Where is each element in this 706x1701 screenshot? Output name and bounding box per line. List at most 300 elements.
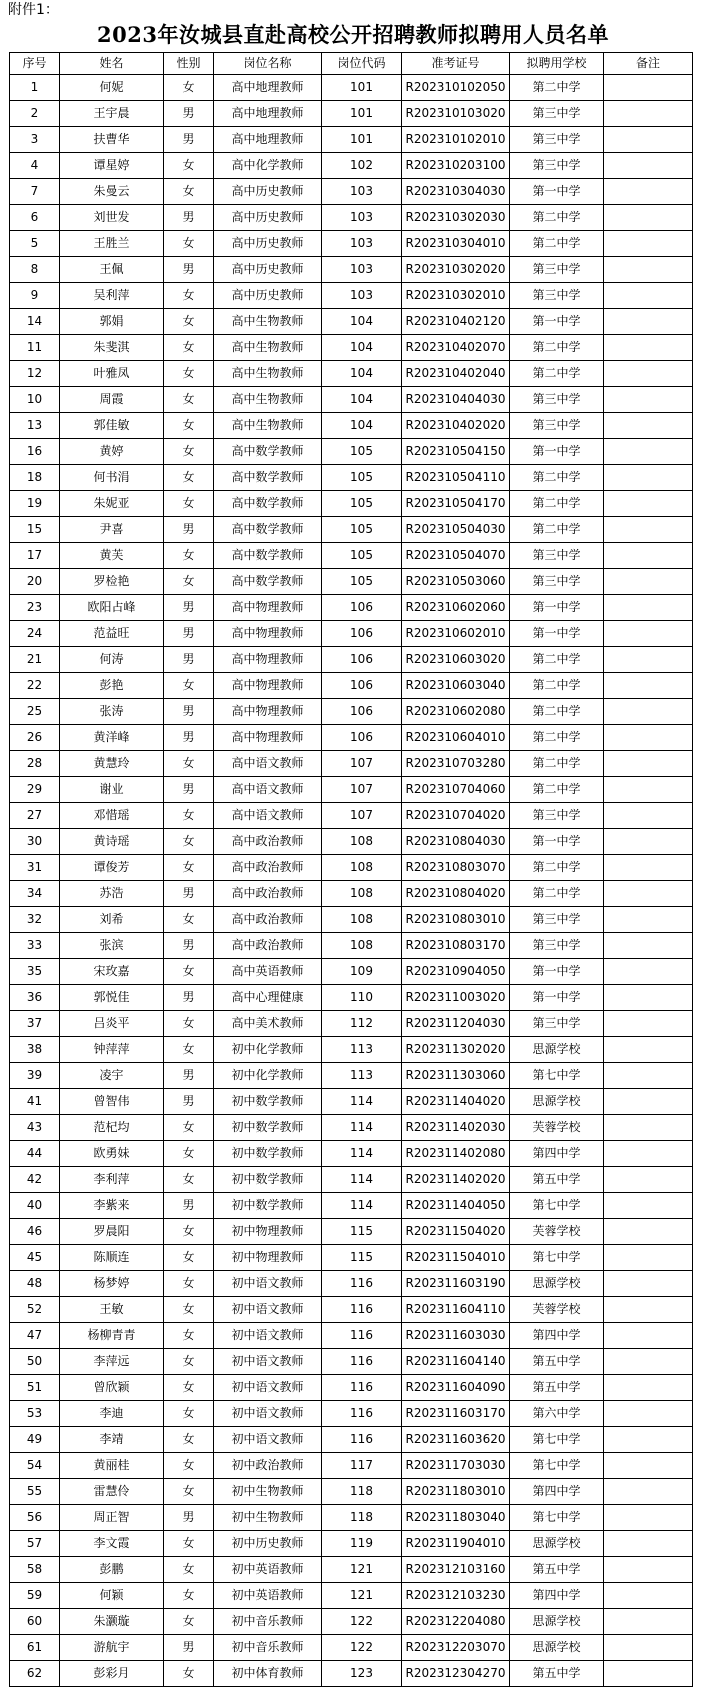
cell-name: 彭彩月: [60, 1661, 164, 1687]
cell-school: 第七中学: [510, 1453, 604, 1479]
cell-position-code: 106: [322, 699, 402, 725]
cell-position-name: 高中数学教师: [214, 569, 322, 595]
table-row: [10, 1167, 693, 1193]
cell-position-name: 高中政治教师: [214, 881, 322, 907]
cell-name: 钟萍萍: [60, 1037, 164, 1063]
cell-name: 曾智伟: [60, 1089, 164, 1115]
cell-exam-number: R202311803010: [402, 1479, 510, 1505]
cell-seq: 27: [10, 803, 60, 829]
cell-exam-number: R202311204030: [402, 1011, 510, 1037]
cell-exam-number: R202311603030: [402, 1323, 510, 1349]
cell-exam-number: R202310304010: [402, 231, 510, 257]
cell-school: 第一中学: [510, 309, 604, 335]
cell-exam-number: R202310402070: [402, 335, 510, 361]
cell-gender: 女: [164, 1141, 214, 1167]
cell-exam-number: R202310504030: [402, 517, 510, 543]
table-row: [10, 257, 693, 283]
page-title: 2023年汝城县直赴高校公开招聘教师拟聘用人员名单: [97, 22, 609, 47]
cell-exam-number: R202312304270: [402, 1661, 510, 1687]
cell-seq: 19: [10, 491, 60, 517]
cell-remarks: [604, 595, 693, 621]
cell-exam-number: R202310602010: [402, 621, 510, 647]
cell-position-name: 高中生物教师: [214, 387, 322, 413]
cell-position-code: 104: [322, 309, 402, 335]
cell-remarks: [604, 933, 693, 959]
cell-remarks: [604, 231, 693, 257]
cell-name: 谭俊芳: [60, 855, 164, 881]
cell-gender: 女: [164, 387, 214, 413]
cell-gender: 女: [164, 231, 214, 257]
cell-remarks: [604, 803, 693, 829]
cell-remarks: [604, 1661, 693, 1687]
cell-gender: 女: [164, 1115, 214, 1141]
cell-school: 第三中学: [510, 933, 604, 959]
table-row: [10, 335, 693, 361]
cell-seq: 34: [10, 881, 60, 907]
cell-position-name: 高中心理健康: [214, 985, 322, 1011]
cell-school: 第二中学: [510, 647, 604, 673]
cell-exam-number: R202311904010: [402, 1531, 510, 1557]
cell-position-name: 高中语文教师: [214, 803, 322, 829]
cell-gender: 女: [164, 1037, 214, 1063]
table-row: [10, 283, 693, 309]
cell-position-code: 106: [322, 621, 402, 647]
cell-exam-number: R202312203070: [402, 1635, 510, 1661]
cell-remarks: [604, 439, 693, 465]
cell-position-code: 114: [322, 1167, 402, 1193]
cell-name: 欧勇妹: [60, 1141, 164, 1167]
cell-seq: 42: [10, 1167, 60, 1193]
cell-seq: 54: [10, 1453, 60, 1479]
table-row: [10, 387, 693, 413]
cell-position-name: 初中物理教师: [214, 1219, 322, 1245]
cell-position-name: 高中地理教师: [214, 127, 322, 153]
cell-name: 何颖: [60, 1583, 164, 1609]
table-row: [10, 1349, 693, 1375]
cell-name: 李利萍: [60, 1167, 164, 1193]
cell-remarks: [604, 491, 693, 517]
table-row: [10, 1557, 693, 1583]
cell-gender: 女: [164, 413, 214, 439]
cell-gender: 女: [164, 907, 214, 933]
cell-remarks: [604, 1375, 693, 1401]
cell-gender: 女: [164, 1401, 214, 1427]
cell-position-name: 高中历史教师: [214, 205, 322, 231]
cell-position-code: 104: [322, 335, 402, 361]
cell-position-code: 114: [322, 1193, 402, 1219]
table-row: [10, 439, 693, 465]
cell-exam-number: R202311402020: [402, 1167, 510, 1193]
cell-position-name: 高中物理教师: [214, 595, 322, 621]
cell-gender: 男: [164, 647, 214, 673]
cell-name: 王宇晨: [60, 101, 164, 127]
cell-school: 思源学校: [510, 1089, 604, 1115]
cell-position-code: 105: [322, 543, 402, 569]
cell-exam-number: R202310102050: [402, 75, 510, 101]
cell-remarks: [604, 1531, 693, 1557]
cell-gender: 女: [164, 1557, 214, 1583]
cell-position-name: 高中政治教师: [214, 933, 322, 959]
cell-gender: 女: [164, 1609, 214, 1635]
cell-position-name: 初中语文教师: [214, 1427, 322, 1453]
cell-position-name: 初中体育教师: [214, 1661, 322, 1687]
cell-position-name: 高中生物教师: [214, 335, 322, 361]
cell-exam-number: R202311703030: [402, 1453, 510, 1479]
cell-seq: 36: [10, 985, 60, 1011]
cell-seq: 12: [10, 361, 60, 387]
cell-position-name: 高中地理教师: [214, 101, 322, 127]
cell-position-code: 106: [322, 595, 402, 621]
cell-exam-number: R202311402030: [402, 1115, 510, 1141]
cell-remarks: [604, 1297, 693, 1323]
cell-position-code: 106: [322, 647, 402, 673]
cell-exam-number: R202310704060: [402, 777, 510, 803]
cell-seq: 33: [10, 933, 60, 959]
cell-exam-number: R202310602060: [402, 595, 510, 621]
cell-remarks: [604, 725, 693, 751]
cell-gender: 女: [164, 309, 214, 335]
cell-position-code: 103: [322, 283, 402, 309]
cell-school: 第三中学: [510, 413, 604, 439]
cell-position-name: 初中数学教师: [214, 1193, 322, 1219]
cell-seq: 26: [10, 725, 60, 751]
cell-name: 范益旺: [60, 621, 164, 647]
cell-gender: 女: [164, 855, 214, 881]
cell-gender: 女: [164, 153, 214, 179]
cell-school: 第七中学: [510, 1193, 604, 1219]
cell-exam-number: R202311603190: [402, 1271, 510, 1297]
cell-position-name: 高中语文教师: [214, 777, 322, 803]
cell-remarks: [604, 699, 693, 725]
cell-name: 周霞: [60, 387, 164, 413]
cell-school: 芙蓉学校: [510, 1297, 604, 1323]
cell-remarks: [604, 855, 693, 881]
cell-position-code: 105: [322, 517, 402, 543]
cell-exam-number: R202310603020: [402, 647, 510, 673]
cell-name: 苏浩: [60, 881, 164, 907]
cell-school: 第一中学: [510, 621, 604, 647]
cell-position-code: 122: [322, 1635, 402, 1661]
cell-exam-number: R202310402120: [402, 309, 510, 335]
table-row: [10, 413, 693, 439]
cell-name: 黄慧玲: [60, 751, 164, 777]
cell-seq: 60: [10, 1609, 60, 1635]
cell-name: 扶曹华: [60, 127, 164, 153]
table-row: [10, 1115, 693, 1141]
cell-seq: 3: [10, 127, 60, 153]
cell-position-code: 116: [322, 1401, 402, 1427]
cell-exam-number: R202310203100: [402, 153, 510, 179]
cell-seq: 21: [10, 647, 60, 673]
cell-remarks: [604, 1401, 693, 1427]
cell-name: 杨柳青青: [60, 1323, 164, 1349]
cell-position-name: 高中历史教师: [214, 231, 322, 257]
table-row: [10, 673, 693, 699]
cell-position-name: 初中英语教师: [214, 1557, 322, 1583]
cell-position-name: 高中数学教师: [214, 465, 322, 491]
cell-school: 第一中学: [510, 959, 604, 985]
cell-exam-number: R202310804030: [402, 829, 510, 855]
cell-remarks: [604, 647, 693, 673]
cell-position-name: 初中语文教师: [214, 1349, 322, 1375]
cell-seq: 5: [10, 231, 60, 257]
cell-remarks: [604, 1349, 693, 1375]
table-body: [10, 75, 693, 1687]
cell-school: 第三中学: [510, 153, 604, 179]
cell-position-name: 初中政治教师: [214, 1453, 322, 1479]
cell-position-name: 高中数学教师: [214, 491, 322, 517]
cell-remarks: [604, 1219, 693, 1245]
cell-position-name: 初中语文教师: [214, 1323, 322, 1349]
cell-seq: 18: [10, 465, 60, 491]
cell-gender: 男: [164, 1505, 214, 1531]
cell-position-name: 高中生物教师: [214, 413, 322, 439]
cell-remarks: [604, 1245, 693, 1271]
cell-exam-number: R202311504010: [402, 1245, 510, 1271]
cell-position-code: 104: [322, 361, 402, 387]
cell-exam-number: R202310504070: [402, 543, 510, 569]
cell-position-code: 113: [322, 1037, 402, 1063]
table-row: [10, 179, 693, 205]
table-row: [10, 1583, 693, 1609]
table-row: [10, 1661, 693, 1687]
cell-seq: 31: [10, 855, 60, 881]
cell-school: 芙蓉学校: [510, 1115, 604, 1141]
cell-remarks: [604, 335, 693, 361]
cell-school: 第四中学: [510, 1141, 604, 1167]
cell-seq: 40: [10, 1193, 60, 1219]
cell-name: 尹喜: [60, 517, 164, 543]
cell-position-name: 高中数学教师: [214, 439, 322, 465]
cell-position-name: 高中语文教师: [214, 751, 322, 777]
cell-remarks: [604, 179, 693, 205]
cell-school: 第二中学: [510, 205, 604, 231]
cell-name: 朱斐淇: [60, 335, 164, 361]
cell-position-code: 112: [322, 1011, 402, 1037]
cell-school: 第三中学: [510, 283, 604, 309]
cell-remarks: [604, 959, 693, 985]
cell-exam-number: R202311003020: [402, 985, 510, 1011]
cell-school: 第二中学: [510, 699, 604, 725]
cell-school: 第二中学: [510, 751, 604, 777]
cell-name: 凌宇: [60, 1063, 164, 1089]
cell-position-code: 108: [322, 881, 402, 907]
cell-name: 彭鹏: [60, 1557, 164, 1583]
cell-remarks: [604, 465, 693, 491]
table-row: [10, 1271, 693, 1297]
cell-position-code: 119: [322, 1531, 402, 1557]
cell-seq: 50: [10, 1349, 60, 1375]
cell-remarks: [604, 985, 693, 1011]
cell-gender: 男: [164, 1193, 214, 1219]
cell-remarks: [604, 1505, 693, 1531]
table-row: [10, 1531, 693, 1557]
cell-seq: 32: [10, 907, 60, 933]
cell-position-name: 高中美术教师: [214, 1011, 322, 1037]
cell-remarks: [604, 1479, 693, 1505]
cell-position-code: 109: [322, 959, 402, 985]
cell-gender: 女: [164, 1531, 214, 1557]
cell-exam-number: R202312204080: [402, 1609, 510, 1635]
cell-exam-number: R202311404020: [402, 1089, 510, 1115]
cell-gender: 男: [164, 1089, 214, 1115]
cell-exam-number: R202311303060: [402, 1063, 510, 1089]
table-row: [10, 1479, 693, 1505]
cell-position-code: 103: [322, 205, 402, 231]
cell-position-code: 101: [322, 101, 402, 127]
cell-seq: 17: [10, 543, 60, 569]
cell-school: 第二中学: [510, 725, 604, 751]
cell-exam-number: R202310703280: [402, 751, 510, 777]
table-row: [10, 1141, 693, 1167]
cell-position-name: 高中物理教师: [214, 647, 322, 673]
cell-name: 张涛: [60, 699, 164, 725]
cell-remarks: [604, 1089, 693, 1115]
cell-remarks: [604, 257, 693, 283]
cell-gender: 女: [164, 465, 214, 491]
cell-gender: 女: [164, 1427, 214, 1453]
cell-name: 欧阳占峰: [60, 595, 164, 621]
cell-position-code: 114: [322, 1089, 402, 1115]
cell-remarks: [604, 907, 693, 933]
cell-name: 何涛: [60, 647, 164, 673]
cell-remarks: [604, 1583, 693, 1609]
cell-seq: 59: [10, 1583, 60, 1609]
cell-name: 郭佳敏: [60, 413, 164, 439]
cell-position-name: 高中数学教师: [214, 517, 322, 543]
cell-name: 李靖: [60, 1427, 164, 1453]
cell-seq: 24: [10, 621, 60, 647]
cell-position-code: 105: [322, 439, 402, 465]
table-row: [10, 127, 693, 153]
cell-remarks: [604, 751, 693, 777]
cell-seq: 61: [10, 1635, 60, 1661]
cell-position-name: 初中语文教师: [214, 1271, 322, 1297]
cell-seq: 28: [10, 751, 60, 777]
cell-exam-number: R202311604090: [402, 1375, 510, 1401]
cell-exam-number: R202310302010: [402, 283, 510, 309]
cell-exam-number: R202310304030: [402, 179, 510, 205]
cell-remarks: [604, 413, 693, 439]
cell-position-code: 115: [322, 1245, 402, 1271]
cell-name: 王佩: [60, 257, 164, 283]
cell-remarks: [604, 777, 693, 803]
cell-remarks: [604, 205, 693, 231]
table-row: [10, 647, 693, 673]
cell-name: 张滨: [60, 933, 164, 959]
cell-school: 思源学校: [510, 1609, 604, 1635]
cell-name: 黄芙: [60, 543, 164, 569]
cell-position-code: 101: [322, 75, 402, 101]
cell-seq: 55: [10, 1479, 60, 1505]
cell-gender: 女: [164, 1479, 214, 1505]
cell-position-name: 初中生物教师: [214, 1479, 322, 1505]
cell-position-code: 121: [322, 1583, 402, 1609]
cell-remarks: [604, 283, 693, 309]
cell-gender: 男: [164, 1063, 214, 1089]
cell-gender: 女: [164, 1167, 214, 1193]
cell-position-name: 初中语文教师: [214, 1401, 322, 1427]
cell-name: 朱曼云: [60, 179, 164, 205]
cell-position-name: 初中数学教师: [214, 1141, 322, 1167]
table-row: [10, 1609, 693, 1635]
cell-name: 何书涓: [60, 465, 164, 491]
cell-exam-number: R202310402040: [402, 361, 510, 387]
cell-name: 朱灏璇: [60, 1609, 164, 1635]
cell-seq: 29: [10, 777, 60, 803]
cell-position-code: 116: [322, 1427, 402, 1453]
cell-position-name: 高中物理教师: [214, 725, 322, 751]
cell-seq: 10: [10, 387, 60, 413]
cell-position-code: 105: [322, 491, 402, 517]
table-row: [10, 1505, 693, 1531]
table-row: [10, 699, 693, 725]
cell-remarks: [604, 1063, 693, 1089]
cell-exam-number: R202310602080: [402, 699, 510, 725]
table-row: [10, 517, 693, 543]
cell-name: 黄洋峰: [60, 725, 164, 751]
cell-school: 思源学校: [510, 1635, 604, 1661]
cell-gender: 女: [164, 673, 214, 699]
header-seq: 序号: [10, 53, 60, 75]
cell-school: 第一中学: [510, 829, 604, 855]
cell-position-code: 106: [322, 725, 402, 751]
cell-position-code: 103: [322, 257, 402, 283]
cell-school: 第二中学: [510, 361, 604, 387]
table-row: [10, 1037, 693, 1063]
table-row: [10, 1245, 693, 1271]
cell-position-name: 初中音乐教师: [214, 1635, 322, 1661]
cell-seq: 15: [10, 517, 60, 543]
cell-gender: 男: [164, 881, 214, 907]
cell-exam-number: R202310404030: [402, 387, 510, 413]
table-row: [10, 933, 693, 959]
table-row: [10, 985, 693, 1011]
cell-gender: 男: [164, 101, 214, 127]
cell-seq: 51: [10, 1375, 60, 1401]
cell-remarks: [604, 361, 693, 387]
cell-exam-number: R202310402020: [402, 413, 510, 439]
table-row: [10, 907, 693, 933]
table-row: [10, 803, 693, 829]
cell-remarks: [604, 101, 693, 127]
cell-name: 刘世发: [60, 205, 164, 231]
table-row: [10, 1297, 693, 1323]
cell-position-name: 初中生物教师: [214, 1505, 322, 1531]
cell-remarks: [604, 1557, 693, 1583]
cell-school: 第七中学: [510, 1063, 604, 1089]
cell-exam-number: R202310503060: [402, 569, 510, 595]
cell-seq: 2: [10, 101, 60, 127]
cell-name: 李迪: [60, 1401, 164, 1427]
cell-school: 第二中学: [510, 855, 604, 881]
cell-position-code: 105: [322, 465, 402, 491]
header-exam-number: 准考证号: [402, 53, 510, 75]
cell-school: 第一中学: [510, 439, 604, 465]
cell-seq: 57: [10, 1531, 60, 1557]
table-row: [10, 595, 693, 621]
table-row: [10, 569, 693, 595]
cell-remarks: [604, 1453, 693, 1479]
cell-remarks: [604, 1609, 693, 1635]
cell-name: 范杞均: [60, 1115, 164, 1141]
cell-name: 雷慧伶: [60, 1479, 164, 1505]
cell-exam-number: R202310102010: [402, 127, 510, 153]
cell-position-name: 初中语文教师: [214, 1297, 322, 1323]
cell-seq: 4: [10, 153, 60, 179]
cell-school: 第二中学: [510, 777, 604, 803]
cell-position-code: 110: [322, 985, 402, 1011]
